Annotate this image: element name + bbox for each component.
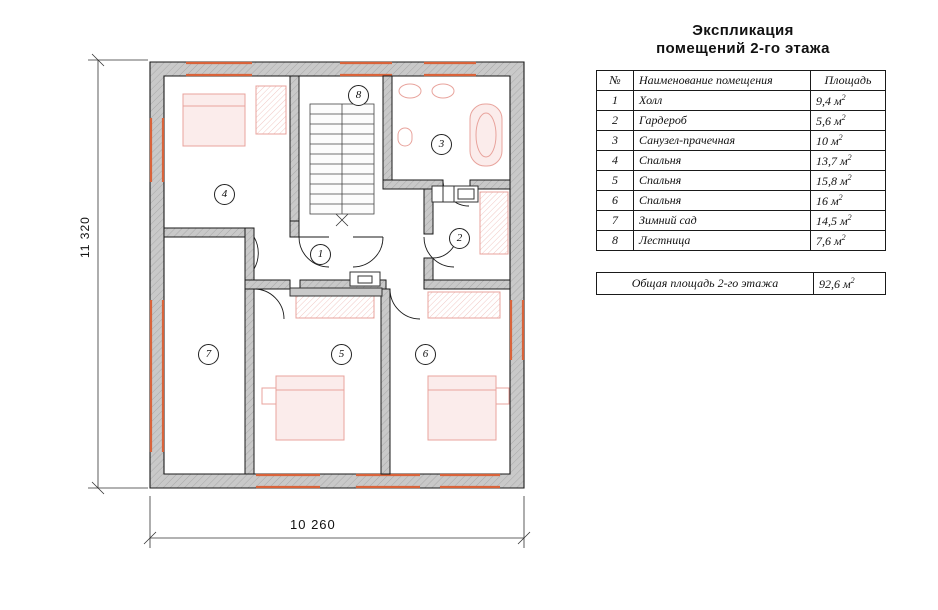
horizontal-dimension-label: 10 260 <box>290 517 336 532</box>
cell-area: 5,6 $м^2$ <box>811 111 886 131</box>
vertical-dimension-label: 11 320 <box>78 216 92 258</box>
cell-area: 14,5 $м^2$ <box>811 211 886 231</box>
total-row <box>597 273 886 295</box>
table-body <box>597 91 886 251</box>
staircase <box>310 104 374 226</box>
title-line-1: Экспликация <box>692 22 794 39</box>
table-row <box>597 131 886 151</box>
total-area: 92,6 $м^2$ <box>813 273 885 295</box>
title-line-2: помещений 2-го этажа <box>656 40 830 57</box>
table-row <box>597 111 886 131</box>
cell-number: 8 <box>597 231 634 251</box>
header-number: № <box>597 71 634 91</box>
cell-number: 5 <box>597 171 634 191</box>
cell-area: 10 $м^2$ <box>811 131 886 151</box>
total-area-table <box>596 272 886 295</box>
table-row <box>597 211 886 231</box>
cell-area: 9,4 $м^2$ <box>811 91 886 111</box>
table-row <box>597 231 886 251</box>
table-row <box>597 191 886 211</box>
page-title <box>596 22 890 58</box>
header-name: Наименование помещения <box>634 71 811 91</box>
header-area: Площадь <box>811 71 886 91</box>
cell-name: Спальня <box>634 151 811 171</box>
cell-number: 4 <box>597 151 634 171</box>
cell-area: 7,6 $м^2$ <box>811 231 886 251</box>
table-header-row <box>597 71 886 91</box>
room-marker-8: 8 <box>348 85 369 106</box>
cell-name: Спальня <box>634 191 811 211</box>
cell-name: Холл <box>634 91 811 111</box>
cell-name: Зимний сад <box>634 211 811 231</box>
cell-area: 13,7 $м^2$ <box>811 151 886 171</box>
cell-number: 1 <box>597 91 634 111</box>
cell-area: 16 $м^2$ <box>811 191 886 211</box>
room-marker-2: 2 <box>449 228 470 249</box>
cell-name: Спальня <box>634 171 811 191</box>
cell-name: Санузел-прачечная <box>634 131 811 151</box>
total-label: Общая площадь 2-го этажа <box>597 273 814 295</box>
cell-name: Лестница <box>634 231 811 251</box>
room-marker-1: 1 <box>310 244 331 265</box>
room-marker-4: 4 <box>214 184 235 205</box>
room-marker-6: 6 <box>415 344 436 365</box>
cell-name: Гардероб <box>634 111 811 131</box>
room-specification-table <box>596 70 886 251</box>
cell-area: 15,8 $м^2$ <box>811 171 886 191</box>
cell-number: 3 <box>597 131 634 151</box>
cell-number: 2 <box>597 111 634 131</box>
table-row <box>597 151 886 171</box>
table-row <box>597 171 886 191</box>
cell-number: 7 <box>597 211 634 231</box>
table-row <box>597 91 886 111</box>
room-marker-5: 5 <box>331 344 352 365</box>
room-marker-3: 3 <box>431 134 452 155</box>
room-marker-7: 7 <box>198 344 219 365</box>
cell-number: 6 <box>597 191 634 211</box>
